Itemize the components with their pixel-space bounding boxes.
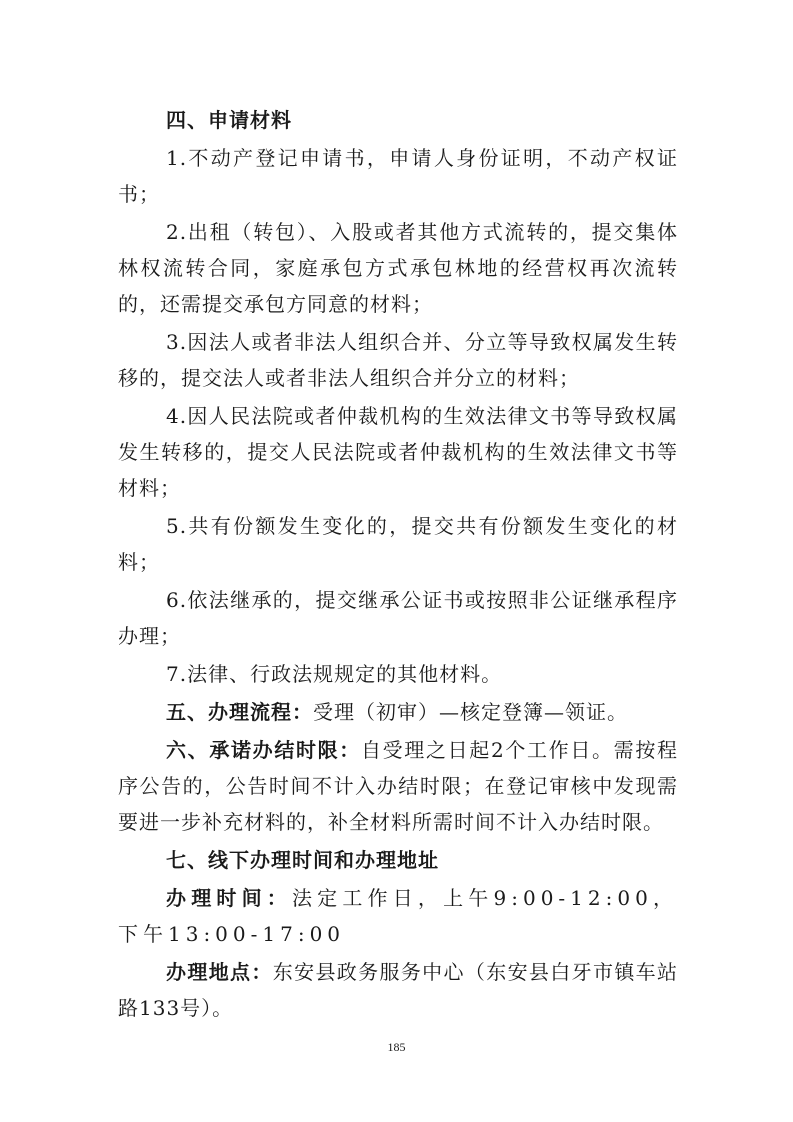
material-item-1: 1.不动产登记申请书，申请人身份证明，不动产权证书； (118, 146, 678, 206)
section-heading-materials: 四、申请材料 (166, 108, 292, 132)
time-limit-label: 六、承诺办结时限： (166, 738, 361, 762)
material-item-7: 7.法律、行政法规规定的其他材料。 (166, 662, 503, 686)
process-label: 五、办理流程： (166, 700, 313, 724)
process-text: 受理（初审）—核定登簿—领证。 (313, 700, 628, 724)
material-item-6: 6.依法继承的，提交继承公证书或按照非公证继承程序办理； (118, 588, 678, 648)
office-hours-paragraph (118, 880, 678, 952)
office-address-paragraph (118, 954, 678, 1026)
time-limit-text: 自受理之日起2个工作日。需按程序公告的，公告时间不计入办结时限；在登记审核中发现需要进一步补充材料的，补全材料所需时间不计入办结时限。 (118, 738, 679, 834)
process-paragraph (118, 694, 678, 730)
office-address-label: 办理地点： (166, 960, 273, 984)
section-heading-offline: 七、线下办理时间和办理地址 (166, 848, 439, 872)
page-content (118, 102, 678, 1026)
material-item-2: 2.出租（转包）、入股或者其他方式流转的，提交集体林权流转合同，家庭承包方式承包林地的经营权再次流转的，还需提交承包方同意的材料； (118, 220, 678, 316)
material-item-4: 4.因人民法院或者仲裁机构的生效法律文书等导致权属发生转移的，提交人民法院或者仲裁机构的生效法律文书等材料； (118, 404, 678, 500)
office-address-text: 东安县政务服务中心（东安县白牙市镇车站路133号）。 (118, 960, 679, 1020)
office-hours-label: 办理时间： (166, 886, 292, 910)
material-item-3: 3.因法人或者非法人组织合并、分立等导致权属发生转移的，提交法人或者非法人组织合并分立的材料； (118, 330, 678, 390)
material-item-5: 5.共有份额发生变化的，提交共有份额发生变化的材料； (118, 514, 678, 574)
office-hours-text: 法定工作日，上午9:00-12:00，下午13:00-17:00 (118, 886, 679, 946)
page-number: 185 (387, 1040, 406, 1054)
time-limit-paragraph (118, 732, 678, 840)
